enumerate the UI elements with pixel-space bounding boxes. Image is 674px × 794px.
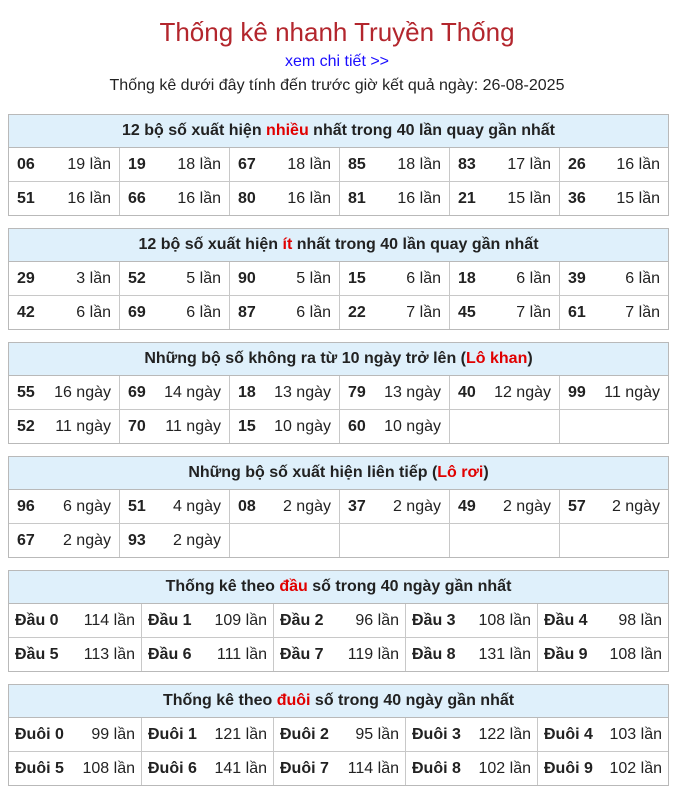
cell-number: 69 — [128, 303, 146, 321]
table-row — [9, 262, 668, 295]
cell-number: Đầu 8 — [412, 645, 456, 663]
table-cell — [559, 490, 668, 523]
table-cell — [9, 638, 141, 671]
cell-number: 67 — [17, 531, 35, 549]
cell-count: 111 lần — [216, 645, 267, 663]
cell-count: 18 lần — [287, 155, 331, 173]
cell-count: 2 ngày — [282, 497, 331, 515]
cell-count: 108 lần — [82, 759, 135, 777]
cell-number: 83 — [458, 155, 476, 173]
cell-count: 14 ngày — [164, 383, 221, 401]
cell-number: Đầu 4 — [544, 611, 588, 629]
table-cell — [119, 376, 229, 409]
table-row — [9, 751, 668, 785]
table-cell — [449, 490, 559, 523]
section-title-highlight: Lô rơi — [437, 464, 484, 481]
section-title — [9, 343, 668, 376]
table-cell — [273, 752, 405, 785]
cell-number: 06 — [17, 155, 35, 173]
cell-count: 6 ngày — [62, 497, 111, 515]
table-cell — [9, 604, 141, 637]
section-title-highlight: Lô khan — [466, 350, 528, 367]
cell-count: 16 lần — [397, 189, 441, 207]
section-title-text: 12 bộ số xuất hiện — [122, 122, 267, 139]
table-cell — [339, 296, 449, 329]
cell-count: 6 lần — [406, 269, 441, 287]
table-cell — [537, 718, 668, 751]
cell-number: 67 — [238, 155, 256, 173]
cell-count: 13 ngày — [384, 383, 441, 401]
table-cell — [119, 262, 229, 295]
table-cell — [537, 604, 668, 637]
table-cell — [141, 752, 273, 785]
table-cell — [339, 182, 449, 215]
dau-table — [8, 570, 669, 672]
cell-count: 141 lần — [214, 759, 267, 777]
cell-count: 17 lần — [507, 155, 551, 173]
table-row — [9, 376, 668, 409]
cell-count: 109 lần — [214, 611, 267, 629]
cell-number: 40 — [458, 383, 476, 401]
cell-count: 96 lần — [355, 611, 399, 629]
cell-number: 60 — [348, 417, 366, 435]
table-cell — [119, 524, 229, 557]
cell-count: 10 ngày — [274, 417, 331, 435]
table-cell — [229, 376, 339, 409]
cell-count: 2 ngày — [172, 531, 221, 549]
table-cell — [449, 376, 559, 409]
cell-number: Đuôi 7 — [280, 759, 329, 777]
cell-count: 113 lần — [83, 645, 135, 663]
cell-number: 90 — [238, 269, 256, 287]
table-cell — [9, 524, 119, 557]
table-cell — [559, 148, 668, 181]
page-title: Thống kê nhanh Truyền Thống — [159, 17, 515, 47]
cell-count: 122 lần — [478, 725, 531, 743]
cell-number: Đầu 9 — [544, 645, 588, 663]
table-row — [9, 523, 668, 557]
cell-number: 87 — [238, 303, 256, 321]
table-row — [9, 604, 668, 637]
table-cell — [141, 718, 273, 751]
cell-count: 6 lần — [296, 303, 331, 321]
cell-count: 5 lần — [186, 269, 221, 287]
cell-number: 79 — [348, 383, 366, 401]
table-row — [9, 295, 668, 329]
table-cell — [559, 182, 668, 215]
table-cell — [119, 296, 229, 329]
cell-count: 15 lần — [507, 189, 551, 207]
cell-number: 66 — [128, 189, 146, 207]
cell-number: Đuôi 8 — [412, 759, 461, 777]
lo-roi-table — [8, 456, 669, 558]
section-title — [9, 571, 668, 604]
table-row — [9, 637, 668, 671]
cell-number: 15 — [238, 417, 256, 435]
table-cell — [449, 182, 559, 215]
cell-count: 5 lần — [296, 269, 331, 287]
table-cell — [9, 376, 119, 409]
table-row — [9, 148, 668, 181]
section-title-highlight: ít — [282, 236, 293, 253]
cell-count: 12 ngày — [494, 383, 551, 401]
table-cell — [9, 262, 119, 295]
cell-number: 18 — [458, 269, 476, 287]
table-cell — [229, 262, 339, 295]
cell-number: 51 — [17, 189, 35, 207]
table-cell — [119, 182, 229, 215]
section-title — [9, 115, 668, 148]
cell-count: 3 lần — [76, 269, 111, 287]
cell-number: 61 — [568, 303, 586, 321]
page-header — [0, 0, 674, 95]
cell-number: 36 — [568, 189, 586, 207]
table-cell — [9, 490, 119, 523]
cell-count: 2 ngày — [62, 531, 111, 549]
section-title-text: Những bộ số xuất hiện liên tiếp ( — [188, 464, 438, 481]
table-cell — [273, 638, 405, 671]
cell-count: 114 lần — [347, 759, 399, 777]
table-cell — [339, 410, 449, 443]
table-cell — [119, 148, 229, 181]
cell-number: Đầu 7 — [280, 645, 324, 663]
table-cell — [339, 148, 449, 181]
cell-number: 51 — [128, 497, 146, 515]
section-title-text: nhất trong 40 lần quay gần nhất — [308, 122, 555, 139]
section-title — [9, 457, 668, 490]
section-title-text: nhất trong 40 lần quay gần nhất — [292, 236, 539, 253]
cell-number: 69 — [128, 383, 146, 401]
table-cell — [119, 410, 229, 443]
cell-count: 7 lần — [406, 303, 441, 321]
section-title — [9, 229, 668, 262]
lo-khan-table — [8, 342, 669, 444]
table-cell — [405, 752, 537, 785]
table-cell — [273, 718, 405, 751]
cell-number: 19 — [128, 155, 146, 173]
page-subtitle: Thống kê dưới đây tính đến trước giờ kết quả ngày: 26-08-2025 — [109, 77, 565, 94]
cell-number: Đầu 5 — [15, 645, 59, 663]
cell-count: 103 lần — [609, 725, 662, 743]
table-row — [9, 718, 668, 751]
cell-number: 52 — [17, 417, 35, 435]
table-cell — [141, 638, 273, 671]
table-cell — [9, 718, 141, 751]
cell-number: 70 — [128, 417, 146, 435]
cell-count: 15 lần — [616, 189, 660, 207]
table-cell — [405, 638, 537, 671]
cell-number: Đuôi 3 — [412, 725, 461, 743]
cell-count: 7 lần — [625, 303, 660, 321]
cell-count: 4 ngày — [172, 497, 221, 515]
table-cell — [449, 148, 559, 181]
table-cell — [405, 718, 537, 751]
cell-number: Đuôi 0 — [15, 725, 64, 743]
detail-link[interactable]: xem chi tiết >> — [284, 53, 390, 70]
cell-count: 11 ngày — [604, 383, 660, 401]
cell-count: 102 lần — [609, 759, 662, 777]
cell-number: 39 — [568, 269, 586, 287]
cell-number: Đuôi 2 — [280, 725, 329, 743]
cell-count: 16 lần — [67, 189, 111, 207]
cell-number: Đuôi 1 — [148, 725, 197, 743]
cell-number: 52 — [128, 269, 146, 287]
cell-count: 16 lần — [287, 189, 331, 207]
table-cell — [229, 490, 339, 523]
cell-count: 13 ngày — [274, 383, 331, 401]
cell-count: 114 lần — [83, 611, 135, 629]
cell-count: 16 lần — [616, 155, 660, 173]
table-cell — [449, 524, 559, 557]
cell-number: Đầu 2 — [280, 611, 324, 629]
cell-count: 19 lần — [67, 155, 111, 173]
least-frequent-table — [8, 228, 669, 330]
cell-number: 22 — [348, 303, 366, 321]
cell-number: 08 — [238, 497, 256, 515]
table-cell — [9, 296, 119, 329]
cell-number: 57 — [568, 497, 586, 515]
cell-number: 42 — [17, 303, 35, 321]
table-cell — [9, 410, 119, 443]
section-title-text: số trong 40 ngày gần nhất — [310, 692, 515, 709]
duoi-table — [8, 684, 669, 786]
table-cell — [141, 604, 273, 637]
cell-number: 29 — [17, 269, 35, 287]
cell-count: 16 ngày — [54, 383, 111, 401]
table-cell — [559, 524, 668, 557]
cell-count: 108 lần — [609, 645, 662, 663]
cell-count: 2 ngày — [611, 497, 660, 515]
cell-count: 121 lần — [214, 725, 267, 743]
cell-count: 108 lần — [478, 611, 531, 629]
cell-number: 26 — [568, 155, 586, 173]
table-cell — [559, 376, 668, 409]
cell-number: Đuôi 6 — [148, 759, 197, 777]
section-title-highlight: đầu — [279, 578, 308, 595]
cell-number: 99 — [568, 383, 586, 401]
cell-number: Đầu 3 — [412, 611, 456, 629]
section-title-text: số trong 40 ngày gần nhất — [307, 578, 512, 595]
section-title-text: 12 bộ số xuất hiện — [138, 236, 283, 253]
cell-number: Đầu 0 — [15, 611, 59, 629]
table-cell — [449, 296, 559, 329]
table-row — [9, 181, 668, 215]
cell-count: 119 lần — [347, 645, 399, 663]
section-title-highlight: đuôi — [276, 692, 311, 709]
table-cell — [229, 524, 339, 557]
cell-number: Đầu 6 — [148, 645, 192, 663]
cell-number: 15 — [348, 269, 366, 287]
cell-count: 18 lần — [397, 155, 441, 173]
cell-number: 37 — [348, 497, 366, 515]
table-cell — [229, 148, 339, 181]
cell-number: 18 — [238, 383, 256, 401]
table-cell — [9, 182, 119, 215]
table-cell — [559, 262, 668, 295]
cell-count: 10 ngày — [384, 417, 441, 435]
cell-count: 2 ngày — [392, 497, 441, 515]
cell-number: Đuôi 9 — [544, 759, 593, 777]
cell-count: 6 lần — [516, 269, 551, 287]
section-title-text: ) — [527, 350, 533, 367]
cell-count: 11 ngày — [55, 417, 111, 435]
table-cell — [229, 410, 339, 443]
cell-number: 96 — [17, 497, 35, 515]
cell-number: 49 — [458, 497, 476, 515]
table-cell — [339, 376, 449, 409]
table-cell — [449, 262, 559, 295]
table-cell — [9, 752, 141, 785]
table-cell — [405, 604, 537, 637]
cell-count: 2 ngày — [502, 497, 551, 515]
table-cell — [229, 182, 339, 215]
table-cell — [229, 296, 339, 329]
section-title-text: Thống kê theo — [165, 578, 280, 595]
section-title-text: Thống kê theo — [162, 692, 277, 709]
cell-number: Đuôi 4 — [544, 725, 593, 743]
table-cell — [559, 296, 668, 329]
cell-number: Đầu 1 — [148, 611, 192, 629]
cell-number: 93 — [128, 531, 146, 549]
cell-count: 95 lần — [355, 725, 399, 743]
cell-count: 98 lần — [618, 611, 662, 629]
table-cell — [273, 604, 405, 637]
table-cell — [559, 410, 668, 443]
cell-number: 55 — [17, 383, 35, 401]
table-cell — [339, 262, 449, 295]
table-row — [9, 409, 668, 443]
cell-count: 6 lần — [625, 269, 660, 287]
section-title-text: ) — [483, 464, 489, 481]
cell-count: 18 lần — [177, 155, 221, 173]
table-cell — [339, 490, 449, 523]
cell-number: 80 — [238, 189, 256, 207]
table-cell — [339, 524, 449, 557]
table-cell — [537, 752, 668, 785]
cell-count: 6 lần — [76, 303, 111, 321]
table-cell — [9, 148, 119, 181]
cell-number: 21 — [458, 189, 476, 207]
section-title — [9, 685, 668, 718]
most-frequent-table — [8, 114, 669, 216]
table-cell — [119, 490, 229, 523]
section-title-text: Những bộ số không ra từ 10 ngày trở lên ( — [144, 350, 466, 367]
table-row — [9, 490, 668, 523]
cell-count: 6 lần — [186, 303, 221, 321]
cell-number: Đuôi 5 — [15, 759, 64, 777]
cell-count: 99 lần — [91, 725, 135, 743]
table-cell — [537, 638, 668, 671]
cell-count: 102 lần — [478, 759, 531, 777]
cell-count: 7 lần — [516, 303, 551, 321]
section-title-highlight: nhiều — [266, 122, 309, 139]
cell-count: 11 ngày — [165, 417, 221, 435]
cell-number: 85 — [348, 155, 366, 173]
cell-count: 131 lần — [478, 645, 531, 663]
cell-number: 81 — [348, 189, 366, 207]
table-cell — [449, 410, 559, 443]
cell-count: 16 lần — [177, 189, 221, 207]
cell-number: 45 — [458, 303, 476, 321]
